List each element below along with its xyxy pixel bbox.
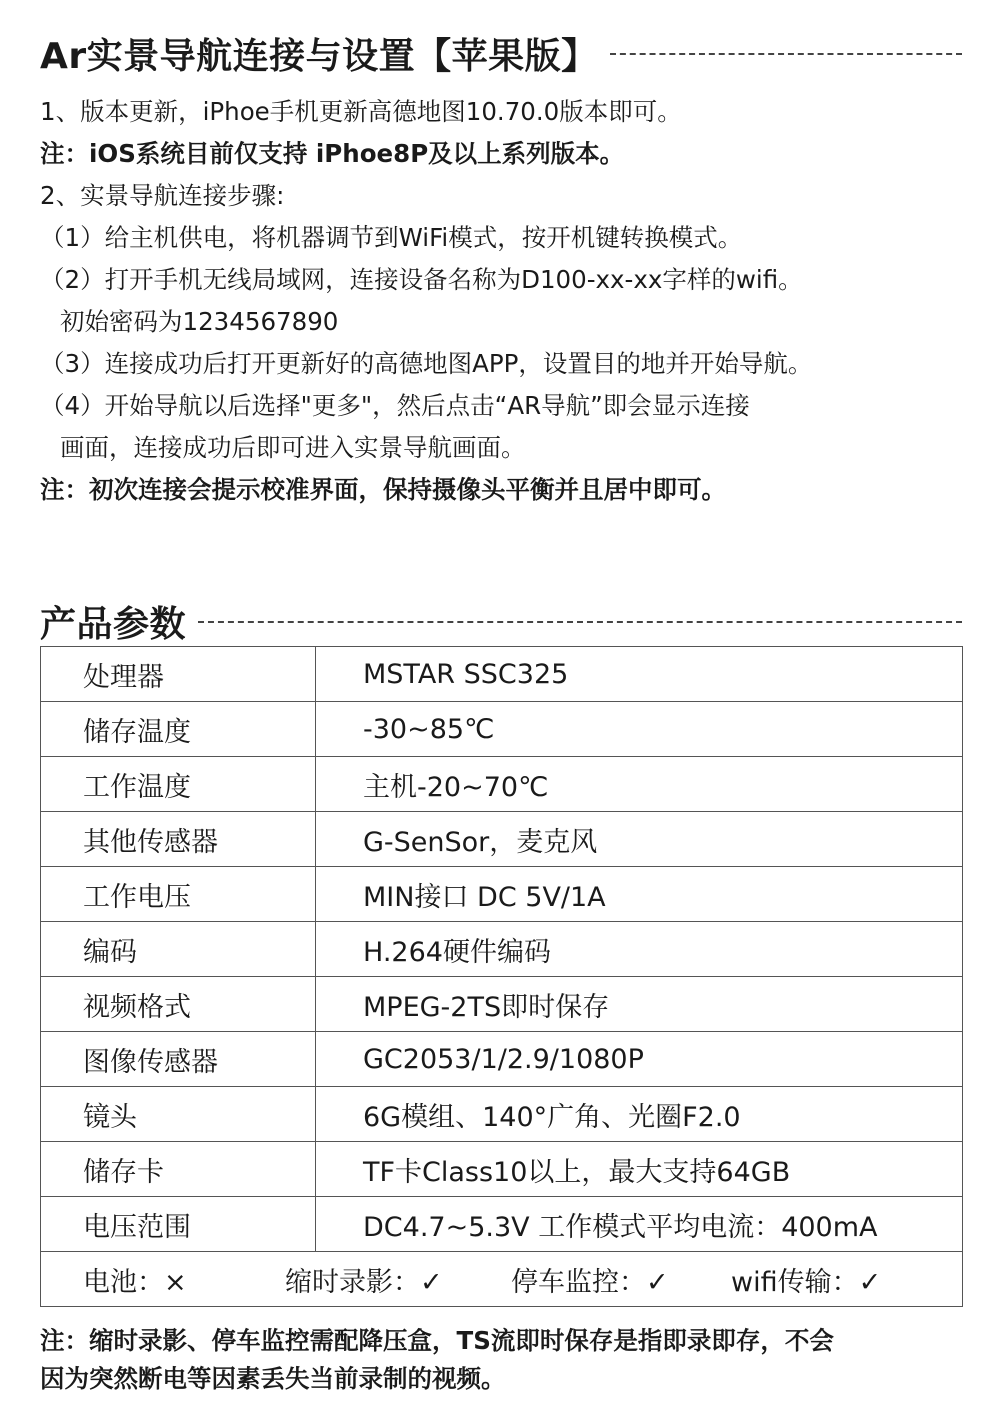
table-row	[41, 702, 963, 757]
spec-value: MPEG-2TS即时保存	[316, 977, 963, 1032]
step-line: 初始密码为1234567890	[60, 307, 339, 336]
spec-value: H.264硬件编码	[316, 922, 963, 977]
spec-key: 处理器	[41, 647, 316, 702]
spec-value: 主机-20~70℃	[316, 757, 963, 812]
step-line: 画面，连接成功后即可进入实景导航画面。	[60, 433, 526, 462]
spec-value: -30~85℃	[316, 702, 963, 757]
note-line: 注：初次连接会提示校准界面，保持摄像头平衡并且居中即可。	[40, 475, 726, 504]
text-line: 2、实景导航连接步骤:	[40, 181, 285, 210]
table-row	[41, 1142, 963, 1197]
feature-parking-monitor: 停车监控：✓	[511, 1266, 669, 1298]
spec-value: GC2053/1/2.9/1080P	[316, 1032, 963, 1087]
section-title: 产品参数	[40, 604, 187, 645]
spec-key: 视频格式	[41, 977, 316, 1032]
table-row	[41, 647, 963, 702]
feature-wifi-transfer: wifi传输：✓	[731, 1266, 882, 1298]
spec-key: 工作温度	[41, 757, 316, 812]
note-line: 注：iOS系统目前仅支持 iPhoe8P及以上系列版本。	[40, 139, 625, 168]
table-row	[41, 922, 963, 977]
text-line: 1、版本更新，iPhoe手机更新高德地图10.70.0版本即可。	[40, 97, 682, 126]
spec-value: MIN接口 DC 5V/1A	[316, 867, 963, 922]
table-row-features	[41, 1252, 963, 1307]
spec-key: 工作电压	[41, 867, 316, 922]
spec-key: 储存卡	[41, 1142, 316, 1197]
spec-value: DC4.7~5.3V 工作模式平均电流：400mA	[316, 1197, 963, 1252]
dashed-divider	[610, 53, 962, 55]
table-row	[41, 812, 963, 867]
spec-key: 储存温度	[41, 702, 316, 757]
features-row	[41, 1260, 962, 1299]
spec-value: 6G模组、140°广角、光圈F2.0	[316, 1087, 963, 1142]
spec-value: MSTAR SSC325	[316, 647, 963, 702]
table-row	[41, 977, 963, 1032]
feature-battery: 电池：×	[83, 1266, 187, 1298]
table-row	[41, 1087, 963, 1142]
footer-note	[40, 1322, 970, 1398]
spec-key: 编码	[41, 922, 316, 977]
step-line: （2）打开手机无线局域网，连接设备名称为D100-xx-xx字样的wifi。	[40, 265, 803, 294]
step-line: （4）开始导航以后选择"更多"，然后点击“AR导航”即会显示连接	[40, 391, 750, 420]
section-title: Ar实景导航连接与设置【苹果版】	[40, 36, 598, 77]
section-header-params	[40, 596, 962, 647]
step-line: （3）连接成功后打开更新好的高德地图APP，设置目的地并开始导航。	[40, 349, 813, 378]
table-row	[41, 1197, 963, 1252]
footer-note-line: 因为突然断电等因素丢失当前录制的视频。	[40, 1364, 506, 1393]
feature-timelapse: 缩时录影：✓	[285, 1266, 443, 1298]
spec-key: 镜头	[41, 1087, 316, 1142]
spec-key: 其他传感器	[41, 812, 316, 867]
section-header-ar-nav	[40, 28, 962, 79]
spec-value: TF卡Class10以上，最大支持64GB	[316, 1142, 963, 1197]
footer-note-line: 注：缩时录影、停车监控需配降压盒，TS流即时保存是指即录即存，不会	[40, 1326, 834, 1355]
spec-value: G-SenSor，麦克风	[316, 812, 963, 867]
dashed-divider	[198, 621, 962, 623]
step-line: （1）给主机供电，将机器调节到WiFi模式，按开机键转换模式。	[40, 223, 743, 252]
table-row	[41, 867, 963, 922]
table-row	[41, 1032, 963, 1087]
spec-key: 图像传感器	[41, 1032, 316, 1087]
spec-table	[40, 646, 963, 1307]
table-row	[41, 757, 963, 812]
features-cell	[41, 1252, 963, 1307]
spec-key: 电压范围	[41, 1197, 316, 1252]
